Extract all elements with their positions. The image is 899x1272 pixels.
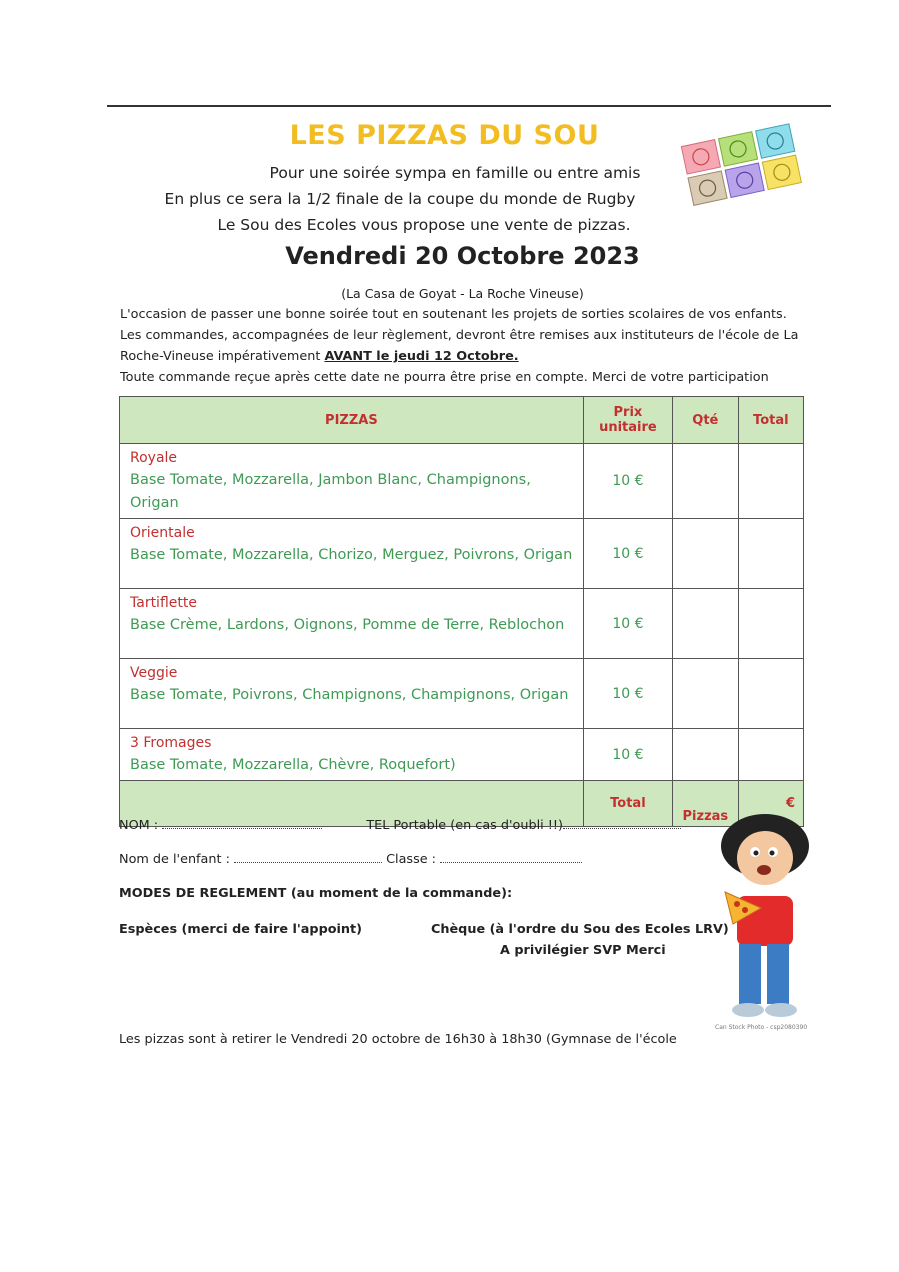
payment-cheque: Chèque (à l'ordre du Sou des Ecoles LRV) [431, 922, 729, 937]
pizza-description: Base Tomate, Mozzarella, Chèvre, Roquefort) [130, 757, 456, 773]
deadline: AVANT le jeudi 12 Octobre. [324, 349, 519, 364]
enfant-label: Nom de l'enfant : [119, 852, 230, 867]
page-title: LES PIZZAS DU SOU [289, 120, 600, 151]
order-table [119, 396, 804, 827]
pizza-cell [120, 519, 584, 589]
total-cell[interactable] [738, 659, 803, 729]
total-cell[interactable] [738, 589, 803, 659]
table-row [120, 589, 804, 659]
qty-cell[interactable] [673, 519, 739, 589]
header-price: Prix unitaire [583, 397, 672, 444]
enfant-field[interactable] [234, 852, 382, 863]
total-cell[interactable] [738, 729, 803, 781]
pizza-price: 10 € [583, 589, 672, 659]
payment-heading: MODES DE REGLEMENT (au moment de la commande): [119, 886, 513, 901]
info-paragraph [120, 304, 820, 388]
info-line-2: Les commandes, accompagnées de leur règlement, devront être remises aux instituteurs de l'école de La [120, 328, 799, 343]
intro-line-2: En plus ce sera la 1/2 finale de la coupe du monde de Rugby [164, 190, 636, 208]
pizza-cell [120, 659, 584, 729]
table-row [120, 729, 804, 781]
header-total: Total [738, 397, 803, 444]
pizza-name: 3 Fromages [130, 735, 212, 751]
name-row [119, 818, 681, 833]
info-line-1: L'occasion de passer une bonne soirée tout en soutenant les projets de sorties scolaires de vos enfants. [120, 307, 787, 322]
header-qty: Qté [673, 397, 739, 444]
pizza-price: 10 € [583, 659, 672, 729]
header-pizzas: PIZZAS [120, 397, 584, 444]
event-venue: (La Casa de Goyat - La Roche Vineuse) [341, 286, 584, 301]
child-row [119, 852, 582, 867]
total-cell[interactable] [738, 444, 803, 519]
qty-cell[interactable] [673, 589, 739, 659]
classe-field[interactable] [440, 852, 582, 863]
pizza-description: Base Tomate, Mozzarella, Jambon Blanc, Champignons, Origan [130, 472, 531, 511]
pizza-price: 10 € [583, 444, 672, 519]
pizza-price: 10 € [583, 729, 672, 781]
pizza-cell [120, 444, 584, 519]
qty-cell[interactable] [673, 729, 739, 781]
qty-cell[interactable] [673, 444, 739, 519]
pickup-info: Les pizzas sont à retirer le Vendredi 20 octobre de 16h30 à 18h30 (Gymnase de l'école [119, 1032, 677, 1047]
footer-total-label: Total [583, 781, 672, 827]
footer-pizzas-count[interactable]: Pizzas [673, 781, 739, 827]
payment-cheque-note: A privilégier SVP Merci [500, 943, 666, 958]
pizza-description: Base Tomate, Mozzarella, Chorizo, Merguez, Poivrons, Origan [130, 547, 573, 563]
table-header-row [120, 397, 804, 444]
pizza-name: Tartiflette [130, 595, 197, 611]
image-credit: Can Stock Photo - csp2080390 [715, 1024, 808, 1031]
pizza-name: Veggie [130, 665, 178, 681]
info-line-3: Roche-Vineuse impérativement AVANT le jeudi 12 Octobre. [120, 349, 519, 364]
table-row [120, 659, 804, 729]
pizza-description: Base Crème, Lardons, Oignons, Pomme de Terre, Reblochon [130, 617, 565, 633]
qty-cell[interactable] [673, 659, 739, 729]
intro-line-3: Le Sou des Ecoles vous propose une vente de pizzas. [217, 216, 631, 234]
pizza-price: 10 € [583, 519, 672, 589]
table-row [120, 444, 804, 519]
tel-label: TEL Portable (en cas d'oubli !!) [366, 818, 564, 833]
total-cell[interactable] [738, 519, 803, 589]
classe-label: Classe : [386, 852, 436, 867]
nom-label: NOM : [119, 818, 159, 833]
payment-cash: Espèces (merci de faire l'appoint) [119, 922, 362, 937]
kid-eating-pizza-illustration [715, 812, 815, 1027]
pizza-name: Orientale [130, 525, 195, 541]
table-row [120, 519, 804, 589]
nom-field[interactable] [162, 818, 322, 829]
top-rule [107, 105, 831, 107]
pizza-name: Royale [130, 450, 178, 466]
event-date: Vendredi 20 Octobre 2023 [285, 242, 640, 270]
footer-euro-total[interactable]: € [738, 781, 803, 827]
pizza-description: Base Tomate, Poivrons, Champignons, Champignons, Origan [130, 687, 569, 703]
pizza-cell [120, 729, 584, 781]
pizza-cell [120, 589, 584, 659]
info-line-4: Toute commande reçue après cette date ne pourra être prise en compte. Merci de votre participation [120, 370, 769, 385]
intro-line-1: Pour une soirée sympa en famille ou entre amis [269, 164, 641, 182]
tel-field[interactable] [563, 818, 681, 829]
pizza-stamps-illustration [678, 120, 812, 224]
